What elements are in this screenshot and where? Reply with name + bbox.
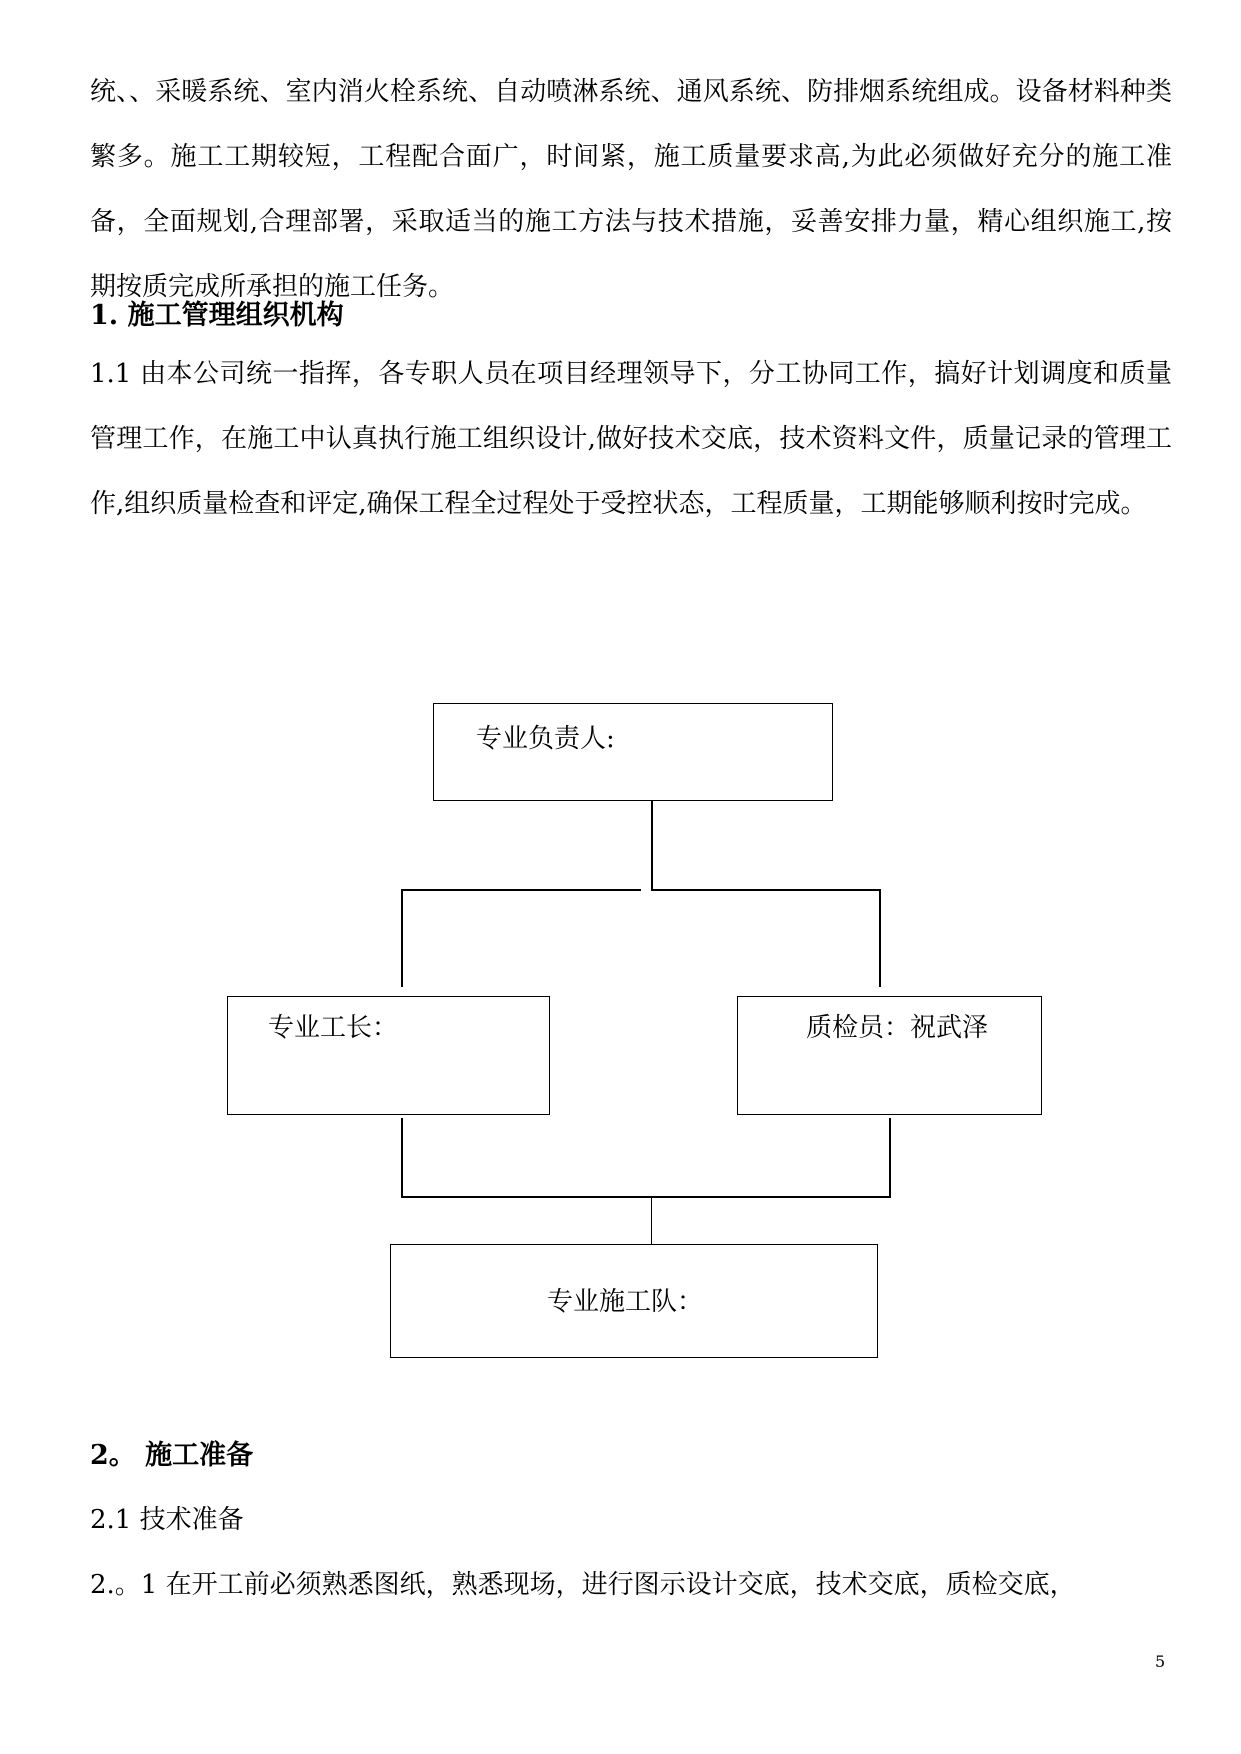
connector-foreman-down	[401, 1118, 403, 1198]
connector-bottom-horizontal	[401, 1196, 891, 1198]
connector-left-horizontal	[402, 889, 641, 891]
intro-paragraph: 统、、采暖系统、室内消火栓系统、自动喷淋系统、通风系统、防排烟系统组成。设备材料种类繁多。施工工期较短，工程配合面广，时间紧，施工质量要求高,为此必须做好充分的施工准备，全面规划,合理部署，采取适当的施工方法与技术措施，妥善安排力量，精心组织施工,按期按质完成所承担的施工任务。	[90, 77, 1172, 302]
page-number: 5	[1155, 1652, 1166, 1671]
org-box-inspector-label: 质检员：祝武泽	[806, 1013, 989, 1043]
connector-inspector-down	[889, 1118, 891, 1198]
org-box-team-label: 专业施工队：	[547, 1287, 704, 1317]
org-box-foreman-label: 专业工长：	[268, 1013, 399, 1043]
section-2-1-heading: 2.1 技术准备	[90, 1505, 244, 1535]
section-1-heading: 1. 施工管理组织机构	[90, 300, 344, 331]
connector-lead-down	[651, 801, 653, 891]
connector-right-down	[879, 889, 881, 987]
org-box-foreman	[227, 996, 550, 1115]
org-box-inspector	[737, 996, 1042, 1115]
section-2-heading: 2。 施工准备	[90, 1440, 254, 1471]
org-box-lead-label: 专业负责人:	[476, 724, 615, 754]
org-box-team	[390, 1244, 878, 1358]
section-1-1-paragraph: 1.1 由本公司统一指挥，各专职人员在项目经理领导下，分工协同工作，搞好计划调度和质量管理工作，在施工中认真执行施工组织设计,做好技术交底，技术资料文件，质量记录的管理工作,组织质量检查和评定,确保工程全过程处于受控状态，工程质量，工期能够顺利按时完成。	[90, 359, 1172, 519]
section-2-1-1-item: 2.。1 在开工前必须熟悉图纸，熟悉现场，进行图示设计交底，技术交底，质检交底，	[90, 1570, 1076, 1600]
org-box-lead	[433, 703, 833, 801]
connector-left-down	[401, 889, 403, 987]
connector-team-up	[651, 1196, 652, 1244]
connector-right-horizontal	[651, 889, 881, 891]
